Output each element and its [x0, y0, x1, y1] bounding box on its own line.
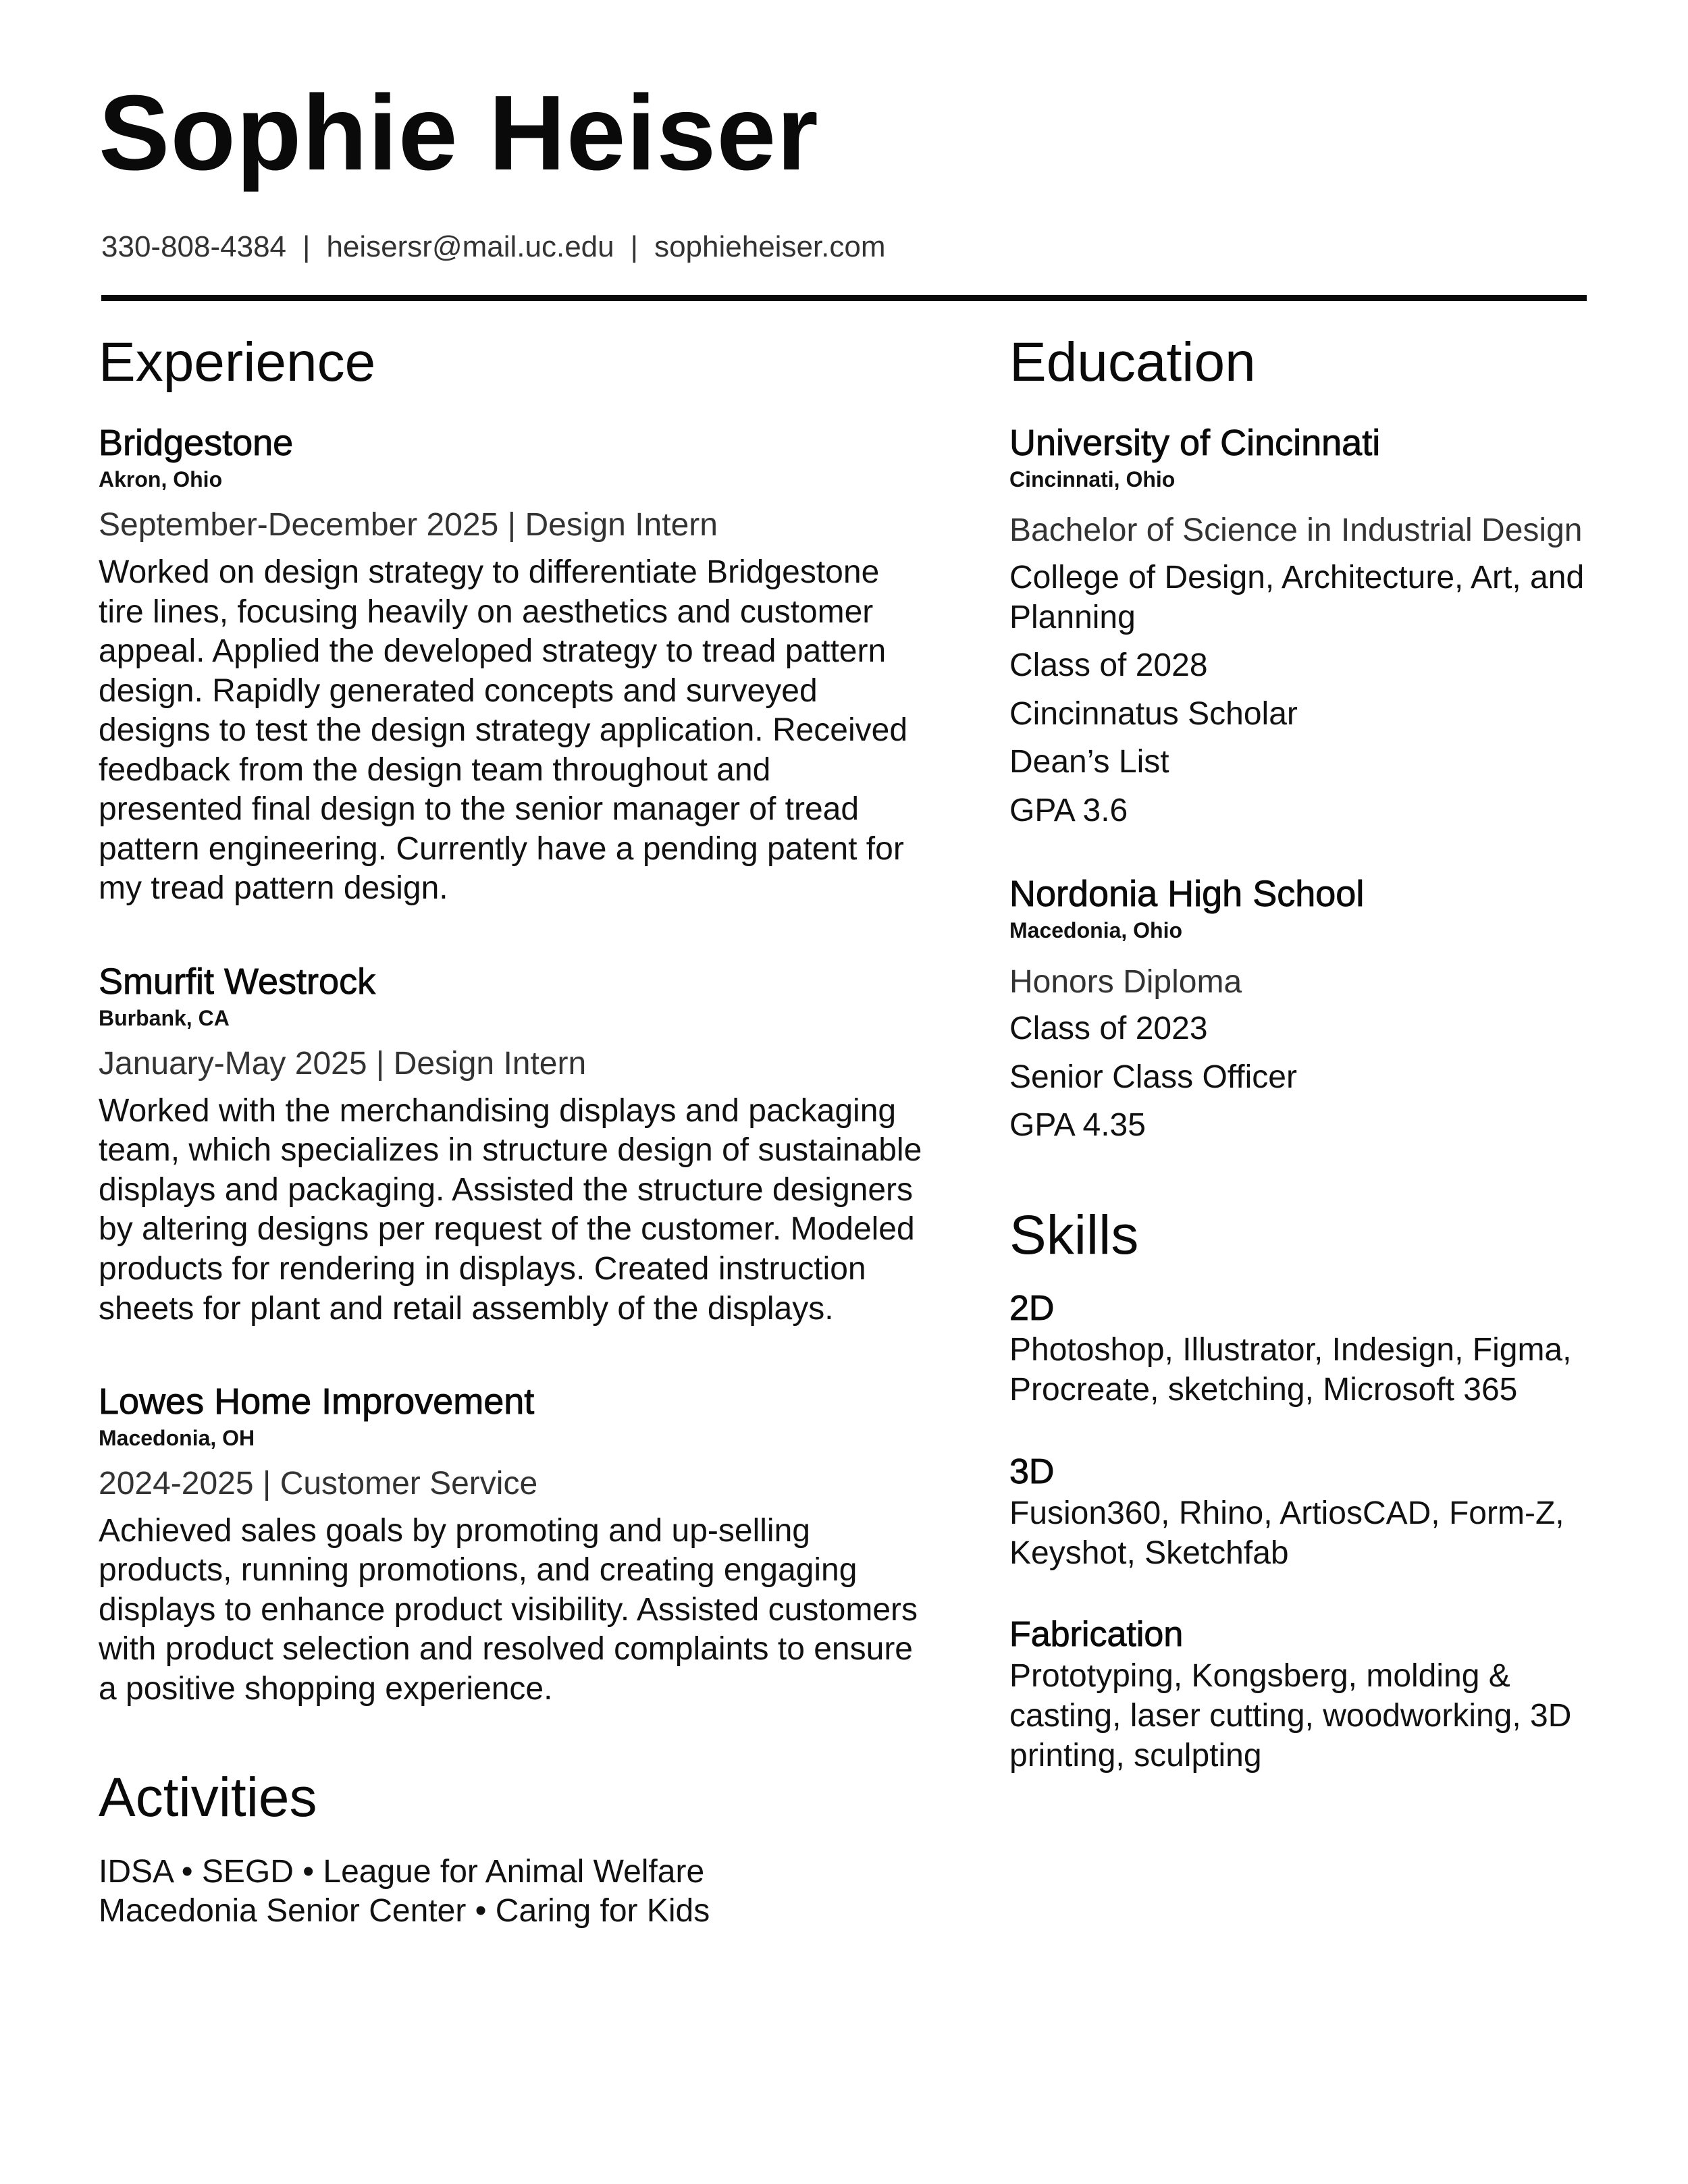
right-column — [1009, 331, 1604, 1776]
job-dates-title: September-December 2025 | Design Intern — [99, 507, 718, 543]
job-location: Macedonia, OH — [99, 1425, 255, 1450]
education-detail: Senior Class Officer — [1009, 1059, 1297, 1095]
activities-line: Macedonia Senior Center • Caring for Kids — [99, 1893, 710, 1929]
experience-heading: Experience — [99, 331, 376, 393]
company-name: Lowes Home Improvement — [99, 1381, 535, 1422]
skill-group-title: Fabrication — [1009, 1615, 1184, 1655]
contact-separator: | — [302, 230, 311, 263]
job-dates-title: January-May 2025 | Design Intern — [99, 1046, 587, 1082]
education-details — [1009, 1009, 1604, 1146]
skill-group-title: 3D — [1009, 1451, 1055, 1491]
contact-separator: | — [630, 230, 639, 263]
resume-name: Sophie Heiser — [99, 74, 819, 192]
education-entry — [1009, 872, 1604, 1145]
skills-heading: Skills — [1009, 1204, 1139, 1266]
contact-line — [101, 232, 885, 262]
job-dates-title: 2024-2025 | Customer Service — [99, 1466, 538, 1502]
skill-list: Prototyping, Kongsberg, molding & casting, laser cutting, woodworking, 3D printing, sculpting — [1009, 1658, 1572, 1774]
degree: Bachelor of Science in Industrial Design — [1009, 512, 1583, 549]
skill-group-title: 2D — [1009, 1289, 1055, 1329]
skill-list: Photoshop, Illustrator, Indesign, Figma, Procreate, sketching, Microsoft 365 — [1009, 1332, 1572, 1408]
job-location: Akron, Ohio — [99, 467, 223, 492]
activities-heading: Activities — [99, 1766, 317, 1828]
experience-entry — [99, 960, 922, 1329]
left-column — [99, 331, 922, 1932]
skill-group — [1009, 1451, 1604, 1573]
education-detail: Class of 2028 — [1009, 647, 1208, 684]
education-heading: Education — [1009, 331, 1256, 393]
education-detail: GPA 3.6 — [1009, 792, 1128, 828]
education-detail: GPA 4.35 — [1009, 1107, 1146, 1144]
school-name: Nordonia High School — [1009, 874, 1365, 915]
job-description: Achieved sales goals by promoting and up-selling products, running promotions, and creating engaging displays to enhance product visibility. Assisted customers with product selection and resolved complaints to ensure a positive shopping experience. — [99, 1512, 918, 1707]
phone-number: 330-808-4384 — [101, 230, 287, 263]
education-detail: Class of 2023 — [1009, 1011, 1208, 1047]
job-location: Burbank, CA — [99, 1005, 230, 1030]
company-name: Smurfit Westrock — [99, 961, 376, 1002]
activities-list — [99, 1853, 922, 1932]
education-detail: Dean’s List — [1009, 744, 1169, 780]
experience-entry — [99, 1380, 922, 1709]
job-description: Worked on design strategy to differentiate Bridgestone tire lines, focusing heavily on aesthetics and customer appeal. Applied the developed strategy to tread pattern design. Rapidly generated concepts and surveyed designs to test the design strategy application. Received feedback from the design team throughout and presented final design to the senior manager of tread pattern engineering. Currently have a pending patent for my tread pattern design. — [99, 554, 908, 907]
header-divider — [101, 295, 1587, 301]
job-description: Worked with the merchandising displays and packaging team, which specializes in structure design of sustainable displays and packaging. Assisted the structure designers by altering designs per request of the customer. Modeled products for rendering in displays. Created instruction sheets for plant and retail assembly of the displays. — [99, 1092, 922, 1327]
degree: Honors Diploma — [1009, 963, 1242, 1000]
email-address: heisersr@mail.uc.edu — [326, 230, 614, 263]
skill-group — [1009, 1614, 1604, 1776]
experience-entry — [99, 421, 922, 909]
school-name: University of Cincinnati — [1009, 423, 1381, 464]
education-detail: Cincinnatus Scholar — [1009, 695, 1298, 732]
activities-line: IDSA • SEGD • League for Animal Welfare — [99, 1853, 705, 1890]
school-location: Macedonia, Ohio — [1009, 918, 1183, 943]
skill-group — [1009, 1287, 1604, 1410]
company-name: Bridgestone — [99, 423, 294, 464]
education-entry — [1009, 421, 1604, 830]
website-url: sophieheiser.com — [654, 230, 886, 263]
skill-list: Fusion360, Rhino, ArtiosCAD, Form-Z, Keyshot, Sketchfab — [1009, 1495, 1564, 1571]
education-detail: College of Design, Architecture, Art, and Planning — [1009, 560, 1585, 635]
school-location: Cincinnati, Ohio — [1009, 467, 1176, 492]
education-details — [1009, 558, 1604, 830]
